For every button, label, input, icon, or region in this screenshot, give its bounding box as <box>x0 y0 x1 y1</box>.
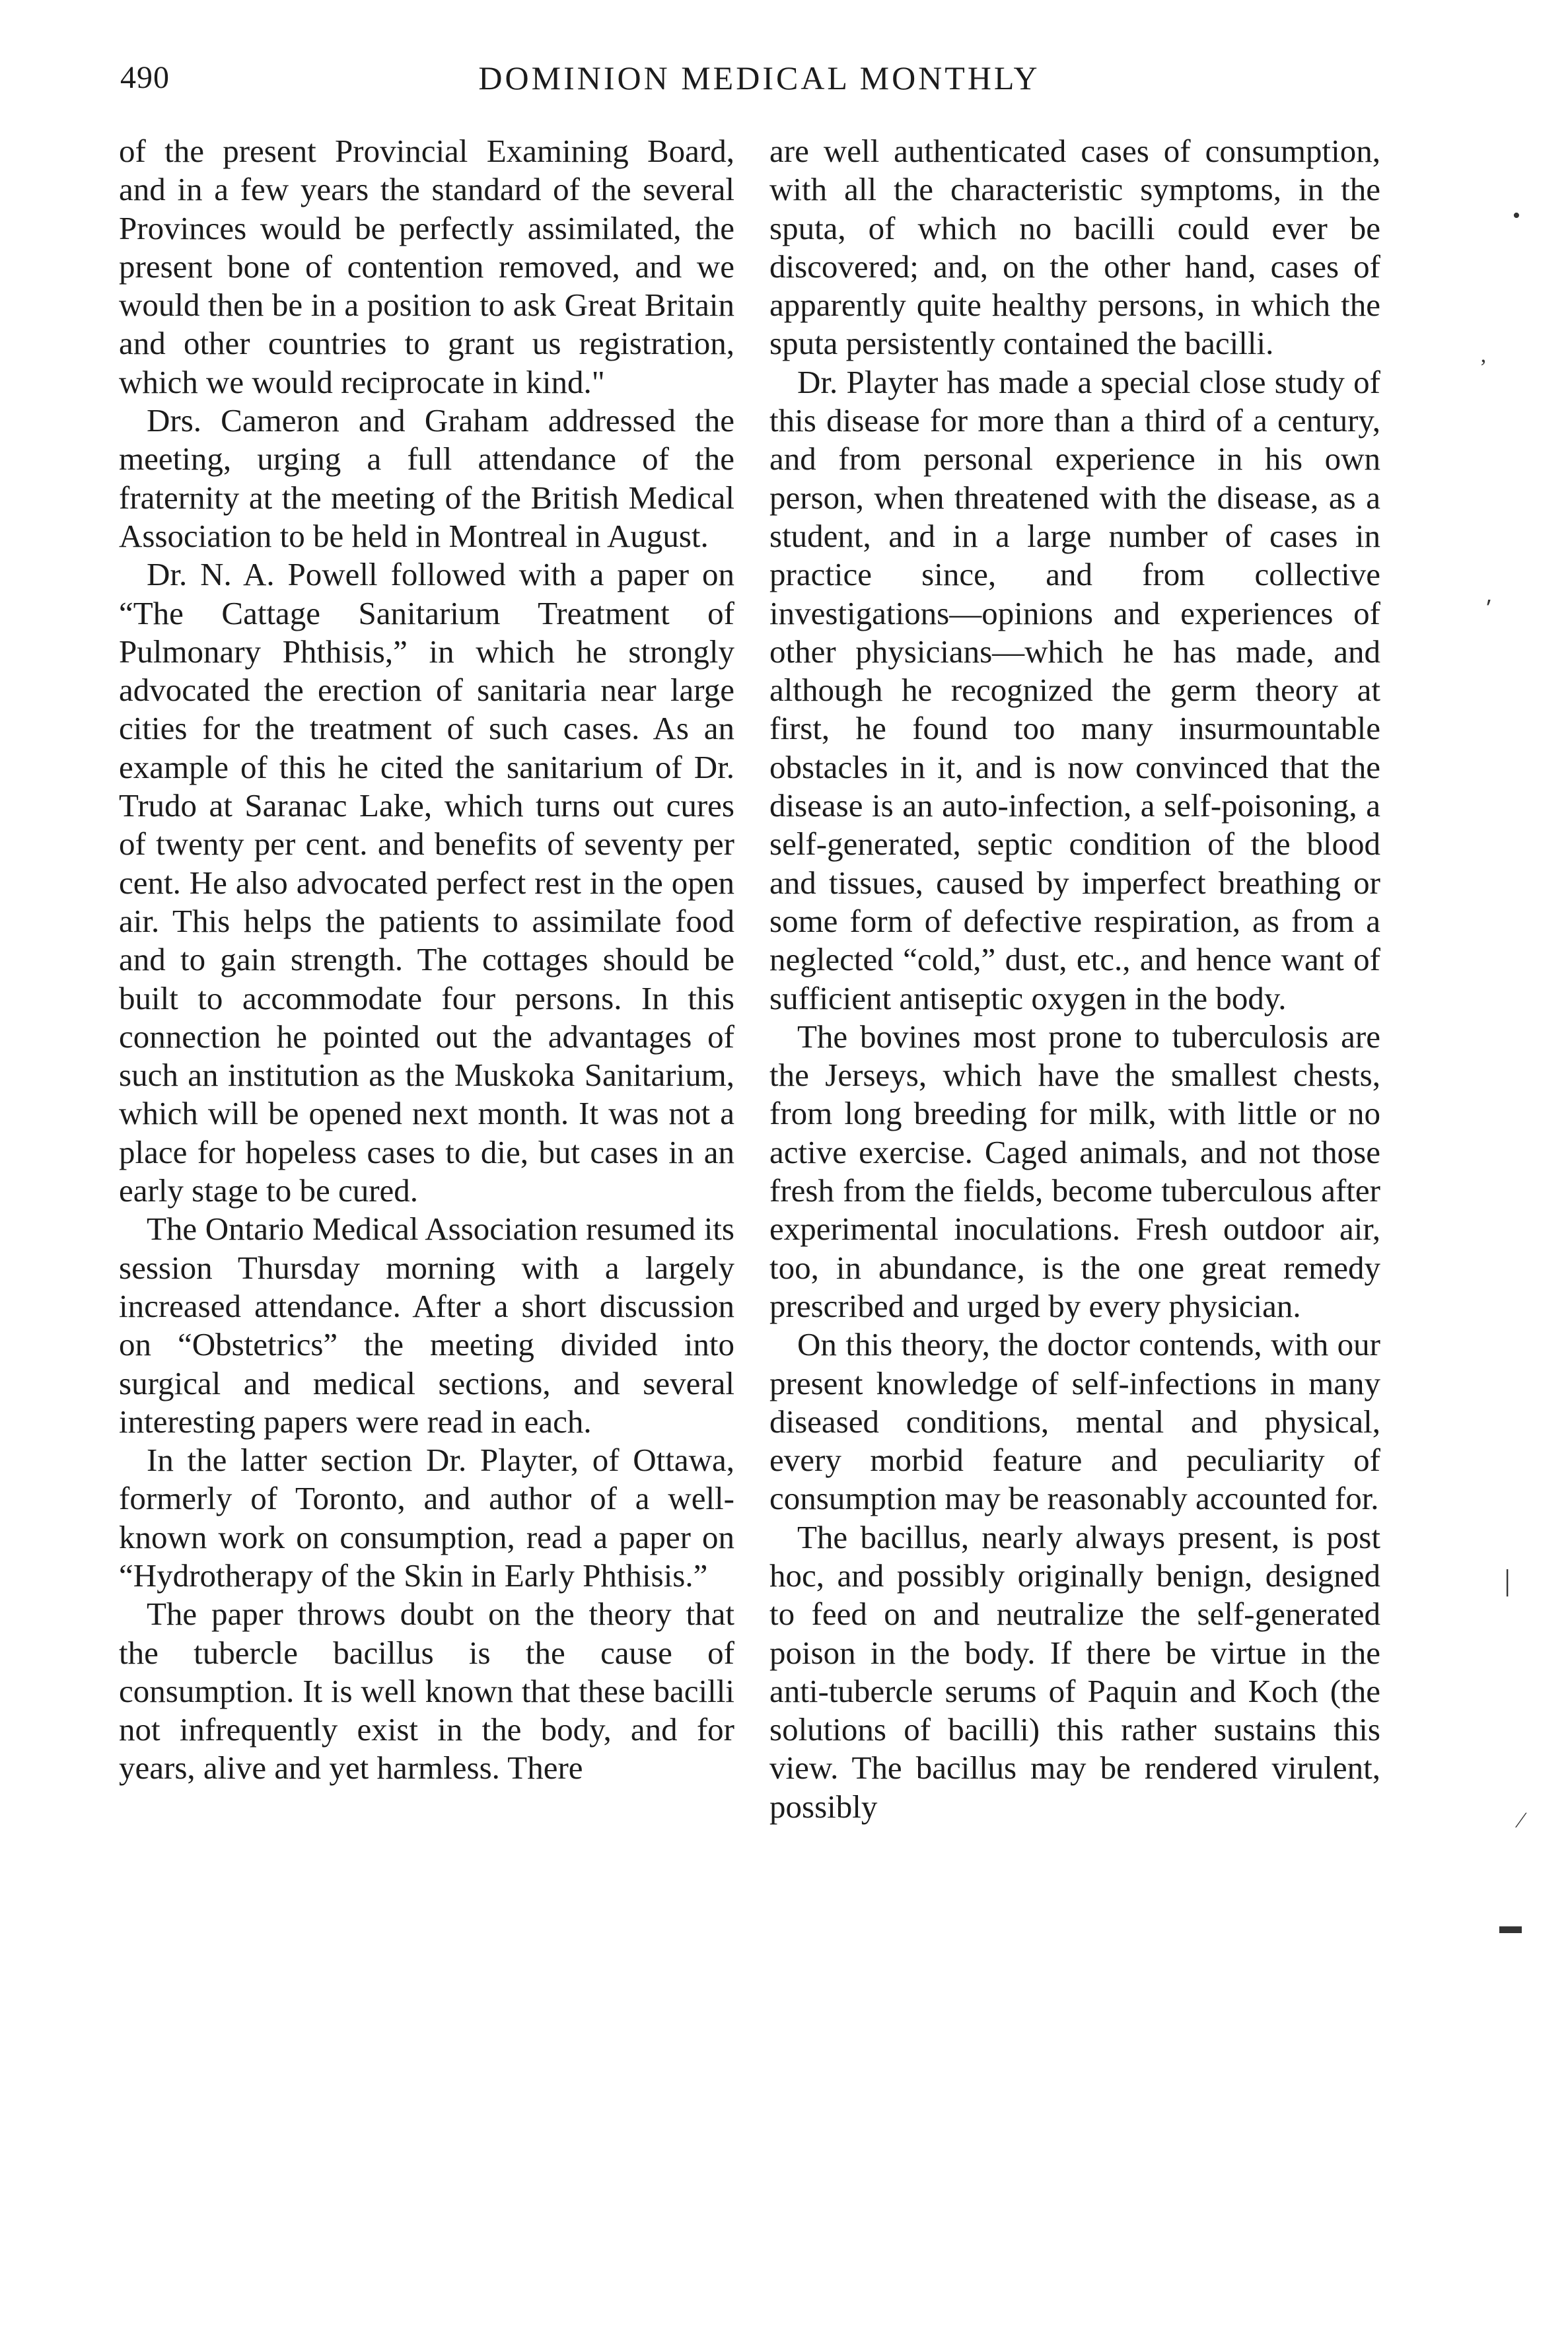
paragraph: The Ontario Medical Association resumed its session Thursday morning with a largely increased attendance. After a short discussion on “Obstetrics” the meeting divided into surgical and medical sections, and several interesting papers were read in each. <box>119 1211 734 1440</box>
paragraph: are well authenticated cases of consumption, with all the characteristic symptoms, in the sputa, of which no bacilli could ever be discovered; and, on the other hand, cases of apparently quite healthy persons, in which the sputa persistently contained the bacilli. <box>769 133 1380 362</box>
paragraph: Drs. Cameron and Graham addressed the meeting, urging a full attendance of the fraternity at the meeting of the British Medical Association to be held in Montreal in August. <box>119 402 734 554</box>
right-column <box>769 132 1380 1826</box>
page-header <box>120 58 1398 111</box>
scan-speck: ⸴ <box>1486 586 1493 611</box>
paragraph: The bacillus, nearly always present, is post hoc, and possibly originally benign, designed to feed on and neutralize the self-generated poison in the body. If there be virtue in the anti-tubercle serums of Paquin and Koch (the solutions of bacilli) this rather sustains this view. The bacillus may be rendered virulent, possibly <box>769 1518 1380 1825</box>
page-number: 490 <box>120 60 170 95</box>
scan-speck: │ <box>1499 1571 1516 1595</box>
scan-speck: ʼ <box>1479 355 1487 380</box>
scan-speck: ▬ <box>1499 1914 1522 1938</box>
paragraph: Dr. Playter has made a special close study of this disease for more than a third of a century, and from personal experience in his own person, when threatened with the disease, as a student, and in a large number of cases in practice since, and from collective investigations—opinions and experiences of other physicians—which he has made, and although he recognized the germ theory at first, he found too many insurmountable obstacles in it, and is now convinced that the disease is an auto-infection, a self-poisoning, a self-generated, septic condition of the blood and tissues, caused by imperfect breathing or some form of defective respiration, as from a neglected “cold,” dust, etc., and hence want of sufficient antiseptic oxygen in the body. <box>769 363 1380 1016</box>
paragraph: Dr. N. A. Powell followed with a paper on “The Cattage Sanitarium Treatment of Pulmonary Phthisis,” in which he strongly advocated the erection of sanitaria near large cities for the treatment of such cases. As an example of this he cited the sanitarium of Dr. Trudo at Saranac Lake, which turns out cures of twenty per cent. and benefits of seventy per cent. He also advocated perfect rest in the open air. This helps the patients to assimilate food and to gain strength. The cottages should be built to accommodate four persons. In this connection he pointed out the advantages of such an institution as the Muskoka Sanitarium, which will be opened next month. It was not a place for hopeless cases to die, but cases in an early stage to be cured. <box>119 556 734 1209</box>
paragraph: In the latter section Dr. Playter, of Ottawa, formerly of Toronto, and author of a well-known work on consumption, read a paper on “Hydrotherapy of the Skin in Early Phthisis.” <box>119 1442 734 1594</box>
paragraph: The bovines most prone to tuberculosis are the Jerseys, which have the smallest chests, from long breeding for milk, with little or no active exercise. Caged animals, and not those fresh from the fields, become tuberculous after experimental inoculations. Fresh outdoor air, too, in abundance, is the one great remedy prescribed and urged by every physician. <box>769 1018 1380 1324</box>
margin-scan-marks <box>1466 198 1559 2179</box>
left-column <box>119 132 734 1788</box>
paragraph: The paper throws doubt on the theory that the tubercle bacillus is the cause of consumption. It is well known that these bacilli not infrequently exist in the body, and for years, alive and yet harmless. There <box>119 1596 734 1786</box>
running-head: DOMINION MEDICAL MONTHLY <box>478 59 1040 96</box>
paragraph: On this theory, the doctor contends, with our present knowledge of self-infections in many diseased conditions, mental and physical, every morbid feature and peculiarity of consumption may be reasonably accounted for. <box>769 1326 1380 1517</box>
scan-speck: • <box>1513 203 1520 228</box>
scan-speck: ∕ <box>1519 1808 1523 1833</box>
paragraph: of the present Provincial Examining Board, and in a few years the standard of the several Provinces would be perfectly assimilated, the present bone of contention removed, and we would then be in a position to ask Great Britain and other countries to grant us registration, which we would reciprocate in kind." <box>119 133 734 400</box>
